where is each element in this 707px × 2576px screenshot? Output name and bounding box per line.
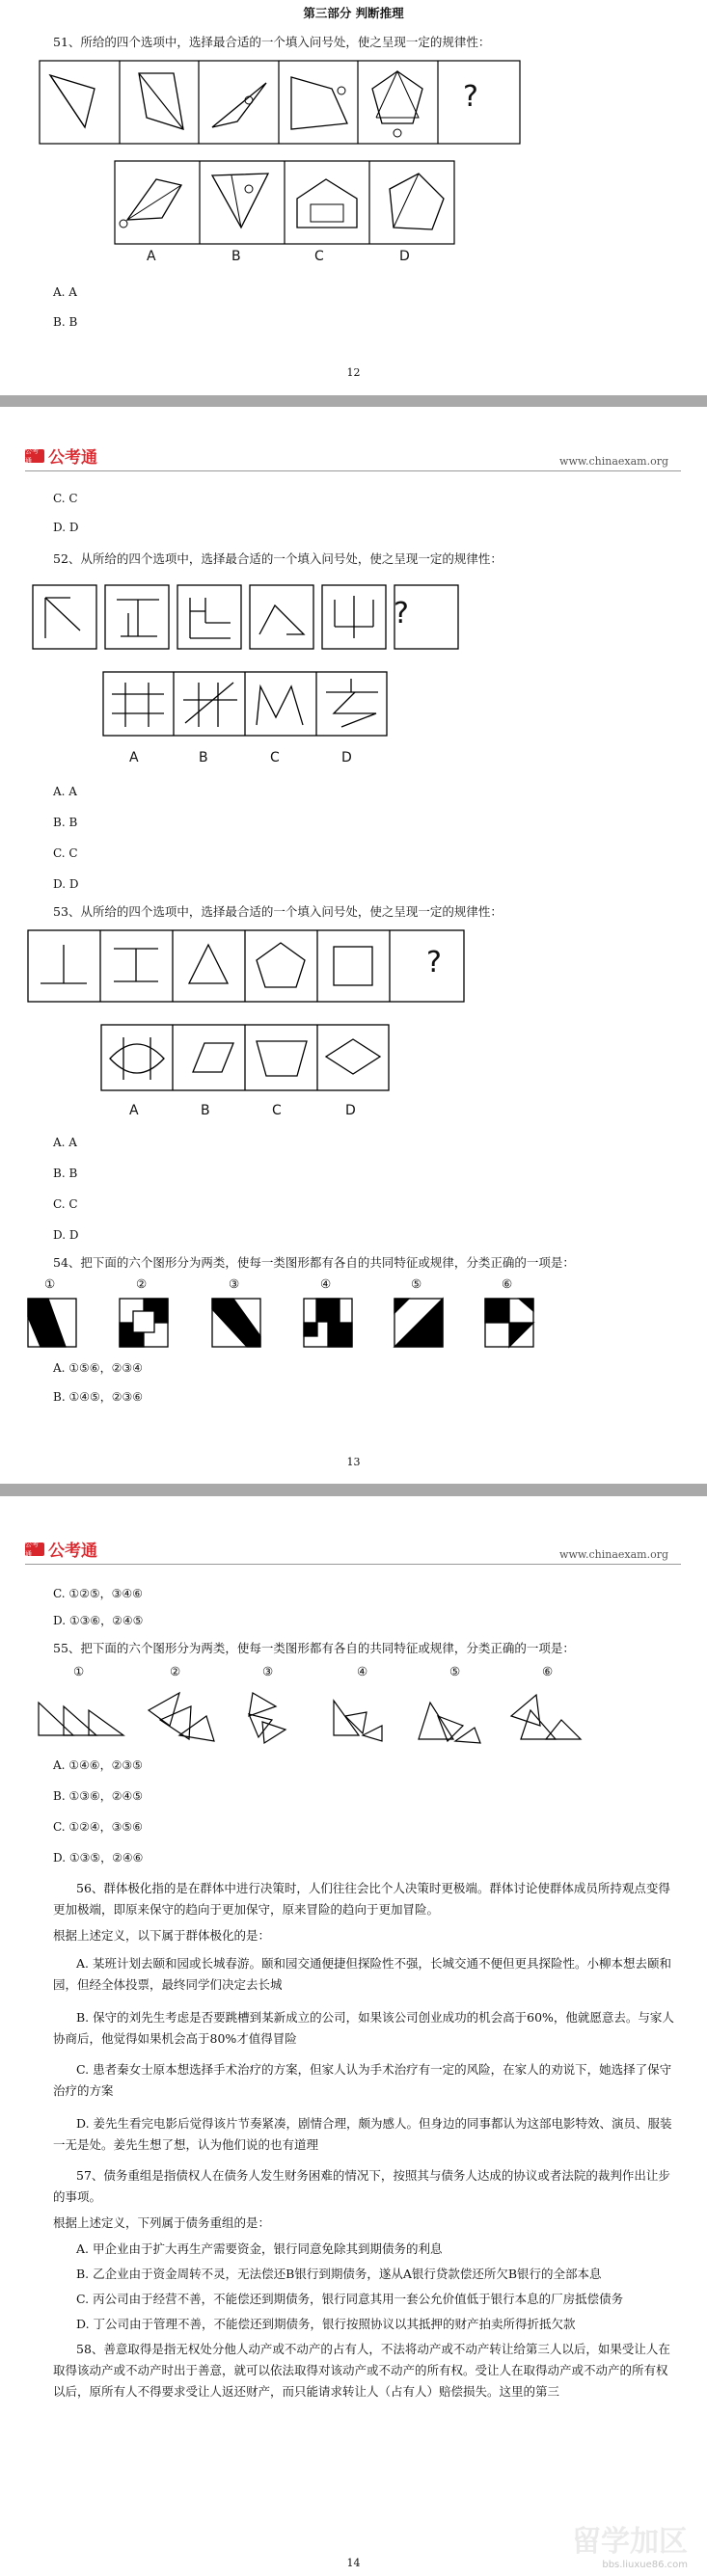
q52-option-d[interactable]: D. D	[53, 877, 79, 891]
q52-option-a[interactable]: A. A	[53, 785, 77, 798]
page-gap	[0, 1484, 707, 1496]
header-logo	[25, 443, 97, 468]
header-url[interactable]: www.chinaexam.org	[559, 455, 668, 468]
q52-stem: 52、从所给的四个选项中，选择最合适的一个填入问号处，使之呈现一定的规律性：	[53, 551, 503, 566]
q55-option-a[interactable]: A. ①④⑥，②③⑤	[53, 1758, 143, 1772]
q53-question-mark: ?	[426, 946, 442, 979]
q51-choice-label-b: B	[231, 249, 241, 264]
q51-stem: 51、所给的四个选项中，选择最合适的一个填入问号处，使之呈现一定的规律性：	[53, 35, 491, 49]
watermark-sub: bbs.liuxue86.com	[602, 2560, 688, 2570]
q55-fig-label-2: ②	[170, 1664, 181, 1678]
q51-question-mark: ?	[463, 80, 478, 114]
watermark-main: 留学加区	[572, 2525, 688, 2559]
q53-option-d[interactable]: D. D	[53, 1228, 79, 1242]
q52-option-b[interactable]: B. B	[53, 816, 78, 829]
logo-icon: 公考通	[25, 449, 44, 463]
q51-option-c[interactable]: C. C	[53, 492, 78, 505]
q53-choice-label-c: C	[272, 1103, 282, 1118]
header-divider	[25, 470, 681, 471]
q56-option-d[interactable]: D. 姜先生看完电影后觉得该片节奏紧凑，剧情合理，颇为感人。但身边的同事都认为这部电影特效、演员、服装一无是处。姜先生想了想，认为他们说的也有道理	[53, 2116, 672, 2152]
q51-option-d[interactable]: D. D	[53, 521, 79, 534]
logo-text: 公考通	[48, 448, 97, 468]
q53-option-a[interactable]: A. A	[53, 1136, 77, 1149]
logo-icon: 公考通	[25, 1543, 44, 1556]
q51-choice-label-c: C	[314, 249, 324, 264]
q53-choice-label-a: A	[129, 1103, 139, 1118]
q53-stem: 53、从所给的四个选项中，选择最合适的一个填入问号处，使之呈现一定的规律性：	[53, 904, 503, 919]
q55-option-c[interactable]: C. ①②④，③⑤⑥	[53, 1820, 143, 1834]
q51-option-b[interactable]: B. B	[53, 315, 78, 329]
page-number: 14	[346, 2557, 361, 2569]
page-number: 12	[346, 366, 361, 379]
q54-option-a[interactable]: A. ①⑤⑥，②③④	[53, 1361, 143, 1375]
q53-choice-label-b: B	[201, 1103, 210, 1118]
section-title: 第三部分 判断推理	[303, 6, 404, 20]
q56-option-b[interactable]: B. 保守的刘先生考虑是否要跳槽到某新成立的公司，如果该公司创业成功的机会高于60%，他就愿意去。与家人协商后，他觉得如果机会高于80%才值得冒险	[53, 2010, 674, 2046]
q53-choices-figure	[100, 1024, 390, 1091]
q56-option-a[interactable]: A. 某班计划去颐和园或长城春游。颐和园交通便捷但探险性不强，长城交通不便但更具探险性。小柳本想去颐和园，但经全体投票，最终同学们决定去长城	[53, 1956, 671, 1992]
q54-option-c[interactable]: C. ①②⑤，③④⑥	[53, 1587, 143, 1600]
q57-prompt: 根据上述定义，下列属于债务重组的是：	[53, 2215, 271, 2230]
q52-choice-label-a: A	[129, 750, 139, 765]
q54-fig-label-4: ④	[320, 1276, 332, 1291]
q57-option-c[interactable]: C. 丙公司由于经营不善，不能偿还到期债务，银行同意其用一套公允价值低于银行本息的厂房抵偿债务	[76, 2292, 624, 2306]
q55-figures	[35, 1687, 594, 1745]
q57-option-a[interactable]: A. 甲企业由于扩大再生产需要资金，银行同意免除其到期债务的利息	[76, 2241, 443, 2256]
q54-stem: 54、把下面的六个图形分为两类，使每一类图形都有各自的共同特征或规律，分类正确的一项是：	[53, 1255, 575, 1270]
q54-fig-label-6: ⑥	[502, 1276, 513, 1291]
header-logo	[25, 1537, 97, 1561]
q53-option-c[interactable]: C. C	[53, 1197, 78, 1211]
q57-option-b[interactable]: B. 乙企业由于资金周转不灵，无法偿还B银行到期债务，遂从A银行贷款偿还所欠B银行的全部本息	[76, 2267, 602, 2281]
q55-fig-label-4: ④	[357, 1664, 368, 1678]
watermark	[572, 2517, 688, 2570]
q51-choice-label-d: D	[399, 249, 410, 264]
logo-text: 公考通	[48, 1542, 97, 1561]
q54-option-d[interactable]: D. ①③⑥，②④⑤	[53, 1614, 144, 1627]
page-gap	[0, 395, 707, 407]
q51-question-figure	[39, 60, 521, 145]
q52-choice-label-d: D	[341, 750, 352, 765]
q54-option-b[interactable]: B. ①④⑤，②③⑥	[53, 1390, 143, 1404]
q51-choice-label-a: A	[147, 249, 156, 264]
q55-option-b[interactable]: B. ①③⑥，②④⑤	[53, 1789, 143, 1803]
header-divider	[25, 1564, 681, 1565]
page-number: 13	[346, 1456, 361, 1468]
q55-option-d[interactable]: D. ①③⑤，②④⑥	[53, 1851, 144, 1865]
q51-option-a[interactable]: A. A	[53, 285, 77, 299]
q54-fig-label-2: ②	[136, 1276, 148, 1291]
q55-fig-label-1: ①	[73, 1664, 85, 1678]
header-url[interactable]: www.chinaexam.org	[559, 1548, 668, 1561]
q53-choice-label-d: D	[345, 1103, 356, 1118]
q54-fig-label-3: ③	[229, 1276, 240, 1291]
q57-option-d[interactable]: D. 丁公司由于管理不善，不能偿还到期债务，银行按照协议以其抵押的财产拍卖所得折抵欠款	[76, 2317, 576, 2331]
q55-fig-label-3: ③	[262, 1664, 274, 1678]
page-14	[0, 1496, 707, 2576]
q52-question-mark: ?	[394, 597, 409, 631]
q57-stem: 57、债务重组是指债权人在债务人发生财务困难的情况下，按照其与债务人达成的协议或者法院的裁判作出让步的事项。	[53, 2168, 670, 2204]
q52-option-c[interactable]: C. C	[53, 846, 78, 860]
q51-choices-figure	[114, 160, 455, 245]
q54-fig-label-5: ⑤	[411, 1276, 422, 1291]
page-13	[0, 407, 707, 1484]
q55-fig-label-5: ⑤	[449, 1664, 461, 1678]
q53-question-figure	[27, 929, 465, 1003]
q58-stem: 58、善意取得是指无权处分他人动产或不动产的占有人，不法将动产或不动产转让给第三人以后，如果受让人在取得该动产或不动产时出于善意，就可以依法取得对该动产或不动产的所有权。受让人在取得动产或不动产的所有权以后，原所有人不得要求受让人返还财产，而只能请求转让人（占有人）赔偿损失。这里的第三	[53, 2342, 670, 2399]
q53-option-b[interactable]: B. B	[53, 1167, 78, 1180]
q52-choice-label-c: C	[270, 750, 280, 765]
page-12	[0, 0, 707, 395]
q54-fig-label-1: ①	[44, 1276, 56, 1291]
q54-figures	[27, 1298, 538, 1348]
q56-stem: 56、群体极化指的是在群体中进行决策时，人们往往会比个人决策时更极端。群体讨论使群体成员所持观点变得更加极端，即原来保守的趋向于更加保守，原来冒险的趋向于更加冒险。	[53, 1881, 670, 1917]
q56-prompt: 根据上述定义，以下属于群体极化的是：	[53, 1928, 271, 1943]
q55-fig-label-6: ⑥	[542, 1664, 554, 1678]
q55-stem: 55、把下面的六个图形分为两类，使每一类图形都有各自的共同特征或规律，分类正确的一项是：	[53, 1641, 575, 1655]
q52-choice-label-b: B	[199, 750, 208, 765]
q52-choices-figure	[102, 671, 388, 737]
q56-option-c[interactable]: C. 患者秦女士原本想选择手术治疗的方案，但家人认为手术治疗有一定的风险，在家人的劝说下，她选择了保守治疗的方案	[53, 2062, 672, 2098]
